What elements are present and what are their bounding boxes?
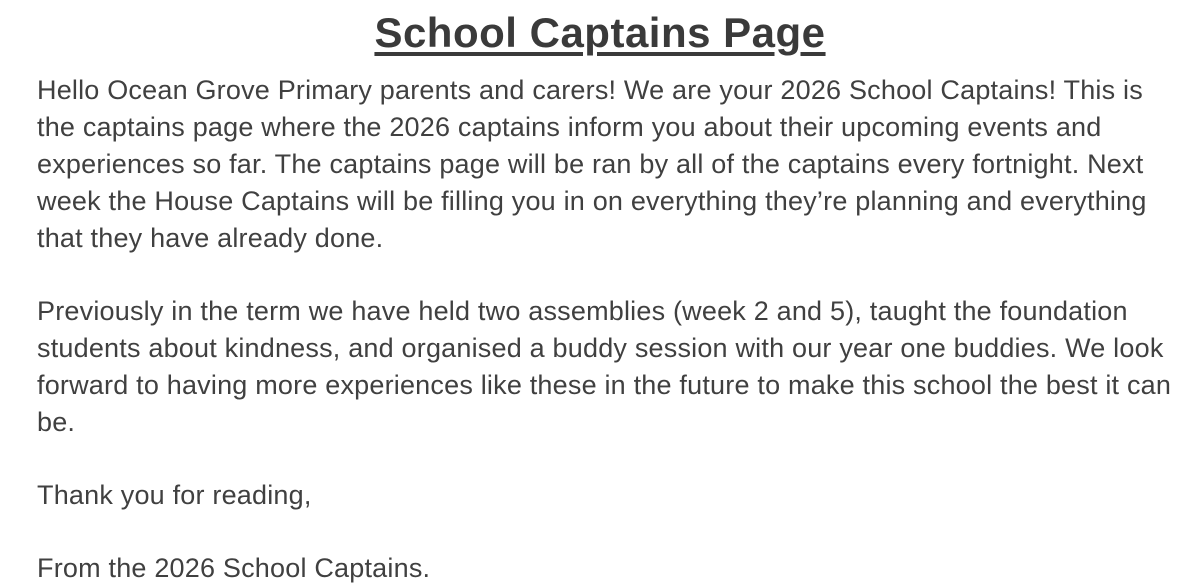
paragraph-term-recap: Previously in the term we have held two assemblies (week 2 and 5), taught the foundation students about kindness, and organised a buddy session with our year one buddies. We look forward to having more experiences like these in the future to make this school the best it can be. <box>37 296 1172 437</box>
page-body <box>0 60 1200 587</box>
paragraph-thanks: Thank you for reading, <box>37 480 312 510</box>
paragraph-signoff: From the 2026 School Captains. <box>37 553 431 583</box>
page-title: School Captains Page <box>374 9 826 56</box>
paragraph-intro: Hello Ocean Grove Primary parents and carers! We are your 2026 School Captains! This is the captains page where the 2026 captains inform you about their upcoming events and experiences so far. The captains page will be ran by all of the captains every fortnight. Next week the House Captains will be filling you in on everything they’re planning and everything that they have already done. <box>37 75 1147 253</box>
